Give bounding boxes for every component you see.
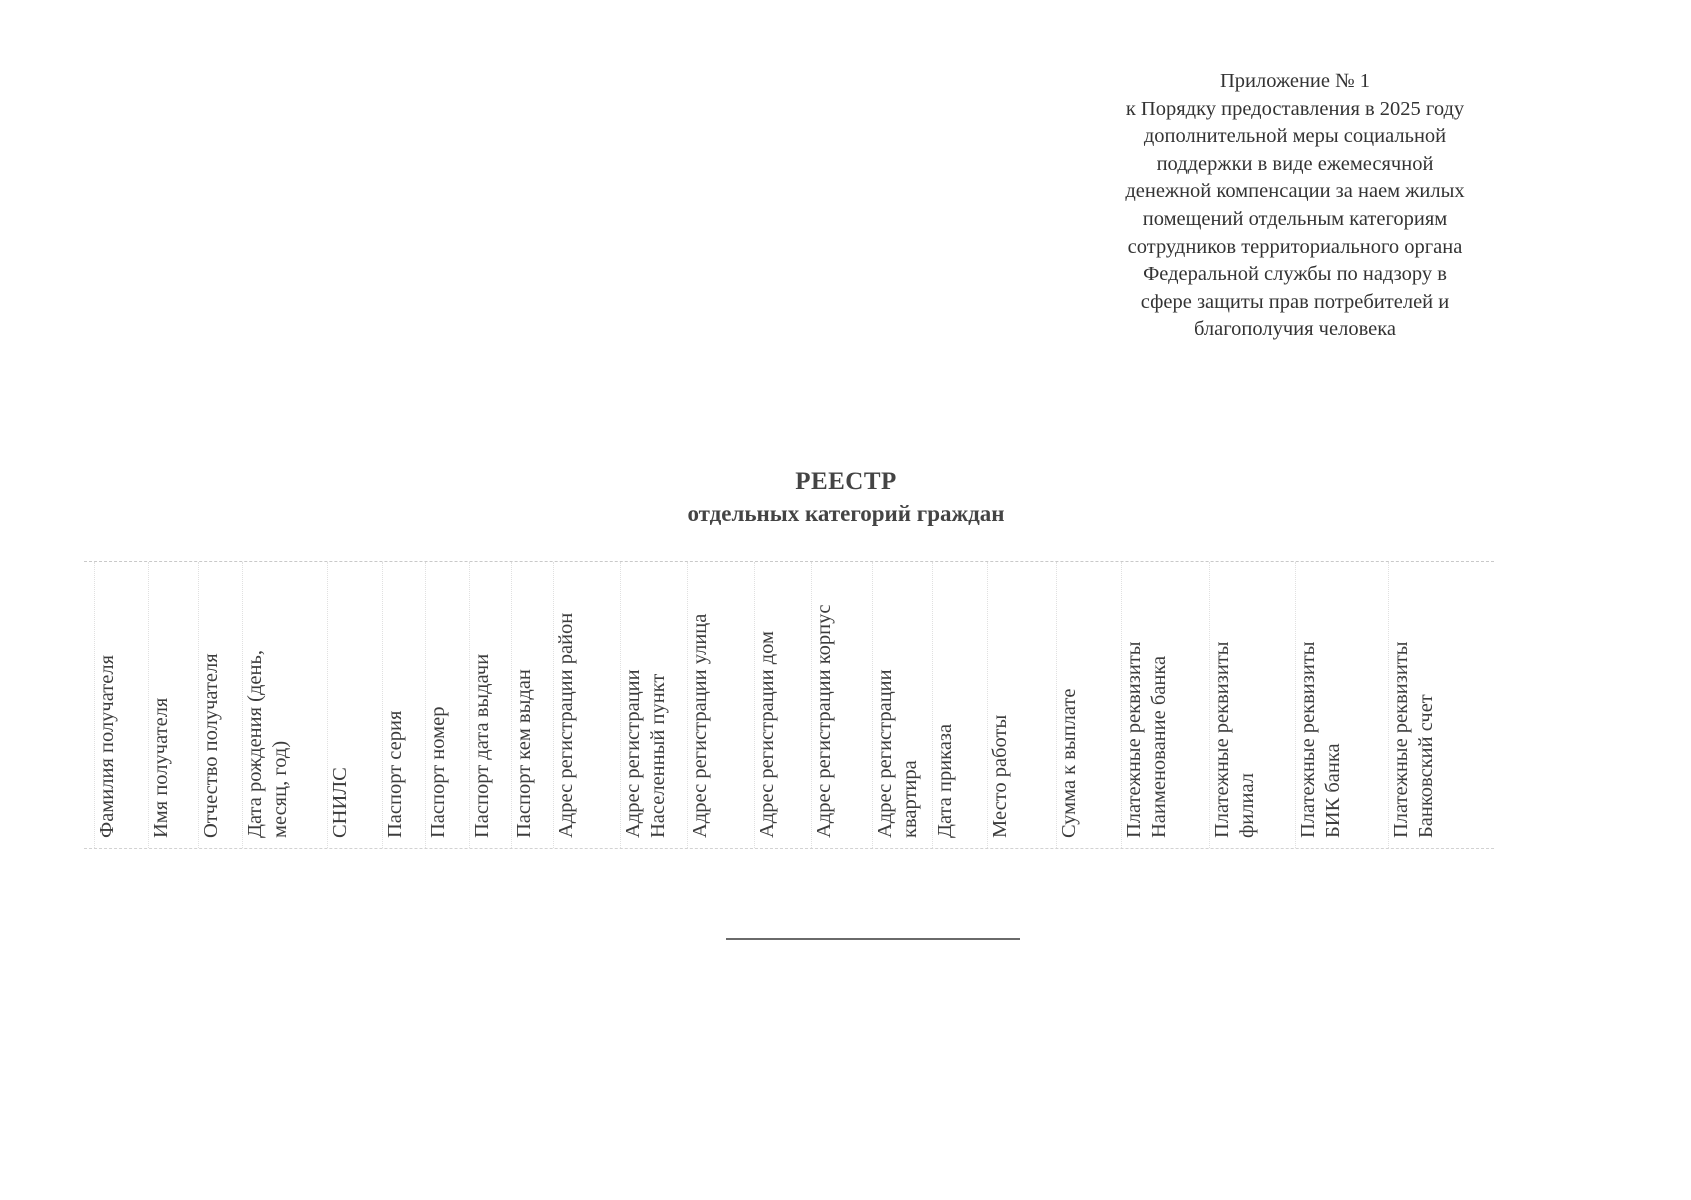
column-label-line: Место работы xyxy=(989,714,1011,838)
column-label-line: Паспорт кем выдан xyxy=(513,669,535,838)
column-label-line: Фамилия получателя xyxy=(96,654,118,838)
column-reg-district xyxy=(553,562,577,848)
appendix-line: денежной компенсации за наем жилых xyxy=(1125,180,1465,203)
column-label-line: Банковский счет xyxy=(1415,694,1437,838)
column-label-line: Дата рождения (день, xyxy=(244,650,266,838)
column-birth-date xyxy=(242,562,291,848)
column-order-date xyxy=(932,562,956,848)
column-workplace xyxy=(987,562,1011,848)
column-label-line: Сумма к выплате xyxy=(1058,688,1080,838)
column-label-line: Паспорт дата выдачи xyxy=(471,653,493,838)
column-label-line: Паспорт серия xyxy=(384,710,406,838)
column-label-line: Адрес регистрации улица xyxy=(689,613,711,838)
column-passport-series xyxy=(382,562,406,848)
column-label xyxy=(328,767,353,838)
column-label xyxy=(755,631,780,838)
registry-table-header xyxy=(84,561,1494,849)
column-reg-house xyxy=(754,562,778,848)
column-bank-bik xyxy=(1295,562,1344,848)
column-label-line: Населенный пункт xyxy=(647,673,669,838)
appendix-line: сотрудников территориального органа xyxy=(1127,235,1463,258)
column-bank-name xyxy=(1121,562,1170,848)
column-label xyxy=(988,715,1013,838)
column-label xyxy=(812,605,837,838)
column-patronymic xyxy=(198,562,222,848)
column-label xyxy=(95,655,120,838)
column-payment-amount xyxy=(1056,562,1080,848)
appendix-line: к Порядку предоставления в 2025 году xyxy=(1125,97,1465,120)
column-label-line: Адрес регистрации xyxy=(622,669,644,838)
column-label xyxy=(1057,688,1082,838)
column-label-line: Адрес регистрации дом xyxy=(756,630,778,838)
column-label-line: квартира xyxy=(899,760,921,838)
column-label xyxy=(426,707,451,838)
column-label-line: Платежные реквизиты xyxy=(1123,641,1145,838)
column-bank-branch xyxy=(1209,562,1258,848)
column-label-line: БИК банка xyxy=(1322,743,1344,838)
column-label-line: месяц, год) xyxy=(269,740,291,838)
column-label-line: СНИЛС xyxy=(329,767,351,838)
column-label-line: Наименование банка xyxy=(1148,655,1170,838)
column-label-line: Паспорт номер xyxy=(427,706,449,838)
column-passport-issue-date xyxy=(469,562,493,848)
title-main: РЕЕСТР xyxy=(795,468,897,495)
column-label xyxy=(1122,641,1172,838)
column-label-line: Адрес регистрации корпус xyxy=(813,604,835,838)
column-reg-building xyxy=(811,562,835,848)
column-label xyxy=(1210,641,1260,838)
column-label-line: Отчество получателя xyxy=(200,653,222,838)
column-label xyxy=(1296,641,1346,838)
column-label-line: Платежные реквизиты xyxy=(1211,641,1233,838)
column-label xyxy=(383,711,408,838)
column-label xyxy=(149,698,174,838)
appendix-line: помещений отдельным категориям xyxy=(1142,207,1448,230)
appendix-line: благополучия человека xyxy=(1194,318,1396,341)
column-label xyxy=(621,669,671,838)
column-label xyxy=(933,724,958,838)
column-passport-issuer xyxy=(511,562,535,848)
column-label-line: Адрес регистрации район xyxy=(555,612,577,838)
appendix-line: Приложение № 1 xyxy=(1219,70,1371,92)
column-label-line: Платежные реквизиты xyxy=(1297,641,1319,838)
column-label-line: Дата приказа xyxy=(934,723,956,838)
column-label xyxy=(1389,641,1439,838)
appendix-line: поддержки в виде ежемесячной xyxy=(1156,152,1434,175)
bottom-divider xyxy=(726,938,1020,940)
column-passport-number xyxy=(425,562,449,848)
column-label xyxy=(512,669,537,838)
appendix-block xyxy=(1075,68,1515,344)
appendix-line: сфере защиты прав потребителей и xyxy=(1140,290,1450,313)
column-label-line: Адрес регистрации xyxy=(874,669,896,838)
column-snils xyxy=(327,562,351,848)
appendix-line: Федеральной службы по надзору в xyxy=(1143,263,1447,286)
column-label xyxy=(554,613,579,838)
column-label xyxy=(873,669,923,838)
column-label-line: Имя получателя xyxy=(150,697,172,838)
column-reg-apartment xyxy=(872,562,921,848)
column-label xyxy=(199,653,224,838)
column-label xyxy=(243,650,293,838)
column-label xyxy=(688,614,713,838)
column-reg-locality xyxy=(620,562,669,848)
column-label-line: Платежные реквизиты xyxy=(1390,641,1412,838)
column-bank-account xyxy=(1388,562,1437,848)
appendix-line: дополнительной меры социальной xyxy=(1143,125,1447,148)
column-name xyxy=(148,562,172,848)
column-surname xyxy=(94,562,118,848)
column-label xyxy=(470,654,495,838)
document-title xyxy=(546,466,1146,530)
column-reg-street xyxy=(687,562,711,848)
column-label-line: филиал xyxy=(1236,773,1258,838)
title-subtitle: отдельных категорий граждан xyxy=(687,501,1005,526)
